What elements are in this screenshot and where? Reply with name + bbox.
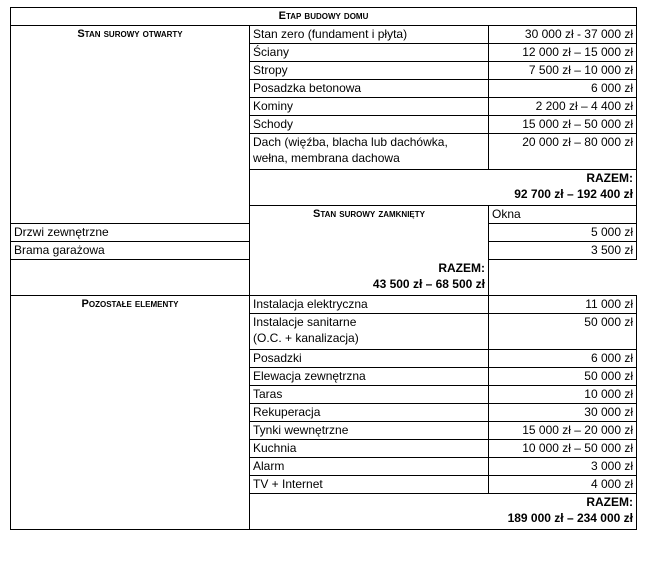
item-price: 50 000 zł: [489, 314, 637, 350]
section-total: [11, 260, 489, 296]
item-label: TV + Internet: [250, 476, 489, 494]
item-label: Okna: [489, 206, 637, 224]
item-price: 7 500 zł – 10 000 zł: [489, 62, 637, 80]
section-name: Stan surowy otwarty: [11, 26, 250, 224]
total-row: [11, 260, 637, 296]
item-label-line1: Instalacje sanitarne: [253, 315, 357, 329]
item-label: Schody: [250, 116, 489, 134]
total-value: 189 000 zł – 234 000 zł: [507, 511, 633, 525]
item-price: 3 000 zł: [489, 458, 637, 476]
item-label: Rekuperacja: [250, 404, 489, 422]
item-label: [250, 134, 489, 170]
item-label: Posadzki: [250, 350, 489, 368]
item-label-line2: (O.C. + kanalizacja): [253, 331, 359, 345]
section-name: Pozostałe elementy: [11, 296, 250, 530]
item-price: 5 000 zł: [489, 224, 637, 242]
item-price: 30 000 zł - 37 000 zł: [489, 26, 637, 44]
item-label: Taras: [250, 386, 489, 404]
item-price: 50 000 zł: [489, 368, 637, 386]
table-header-row: [11, 8, 637, 26]
item-label: Drzwi zewnętrzne: [11, 224, 250, 242]
item-price: 15 000 zł – 20 000 zł: [489, 422, 637, 440]
section-total: [250, 170, 637, 206]
item-label: Brama garażowa: [11, 242, 250, 260]
total-label: RAZEM:: [586, 171, 633, 185]
item-price: 6 000 zł: [489, 350, 637, 368]
item-price: 3 500 zł: [489, 242, 637, 260]
section-name: Stan surowy zamknięty: [250, 206, 489, 296]
item-price: 15 000 zł – 50 000 zł: [489, 116, 637, 134]
item-label: Stan zero (fundament i płyta): [250, 26, 489, 44]
item-price: 12 000 zł – 15 000 zł: [489, 44, 637, 62]
item-price: 11 000 zł: [489, 296, 637, 314]
item-price: 10 000 zł: [489, 386, 637, 404]
item-price: 6 000 zł: [489, 80, 637, 98]
item-label: Stropy: [250, 62, 489, 80]
section-total: [250, 494, 637, 530]
item-price: 10 000 zł – 50 000 zł: [489, 440, 637, 458]
item-label: Tynki wewnętrzne: [250, 422, 489, 440]
item-label: Instalacja elektryczna: [250, 296, 489, 314]
item-price: 20 000 zł – 80 000 zł: [489, 134, 637, 170]
item-label-line2: wełna, membrana dachowa: [253, 151, 400, 165]
item-price: 2 200 zł – 4 400 zł: [489, 98, 637, 116]
table-title: Etap budowy domu: [11, 8, 637, 26]
table-row: [11, 26, 637, 44]
total-label: RAZEM:: [586, 495, 633, 509]
item-label: Alarm: [250, 458, 489, 476]
item-label: Elewacja zewnętrzna: [250, 368, 489, 386]
item-label: Kuchnia: [250, 440, 489, 458]
total-value: 43 500 zł – 68 500 zł: [372, 277, 485, 291]
total-value: 92 700 zł – 192 400 zł: [514, 187, 633, 201]
item-label: [250, 314, 489, 350]
table-row: [11, 296, 637, 314]
total-label: RAZEM:: [438, 261, 485, 275]
item-label: Kominy: [250, 98, 489, 116]
item-label: Posadzka betonowa: [250, 80, 489, 98]
cost-table: [10, 7, 637, 530]
item-label-line1: Dach (więźba, blacha lub dachówka,: [253, 135, 448, 149]
item-price: 30 000 zł: [489, 404, 637, 422]
item-label: Ściany: [250, 44, 489, 62]
item-price: 4 000 zł: [489, 476, 637, 494]
